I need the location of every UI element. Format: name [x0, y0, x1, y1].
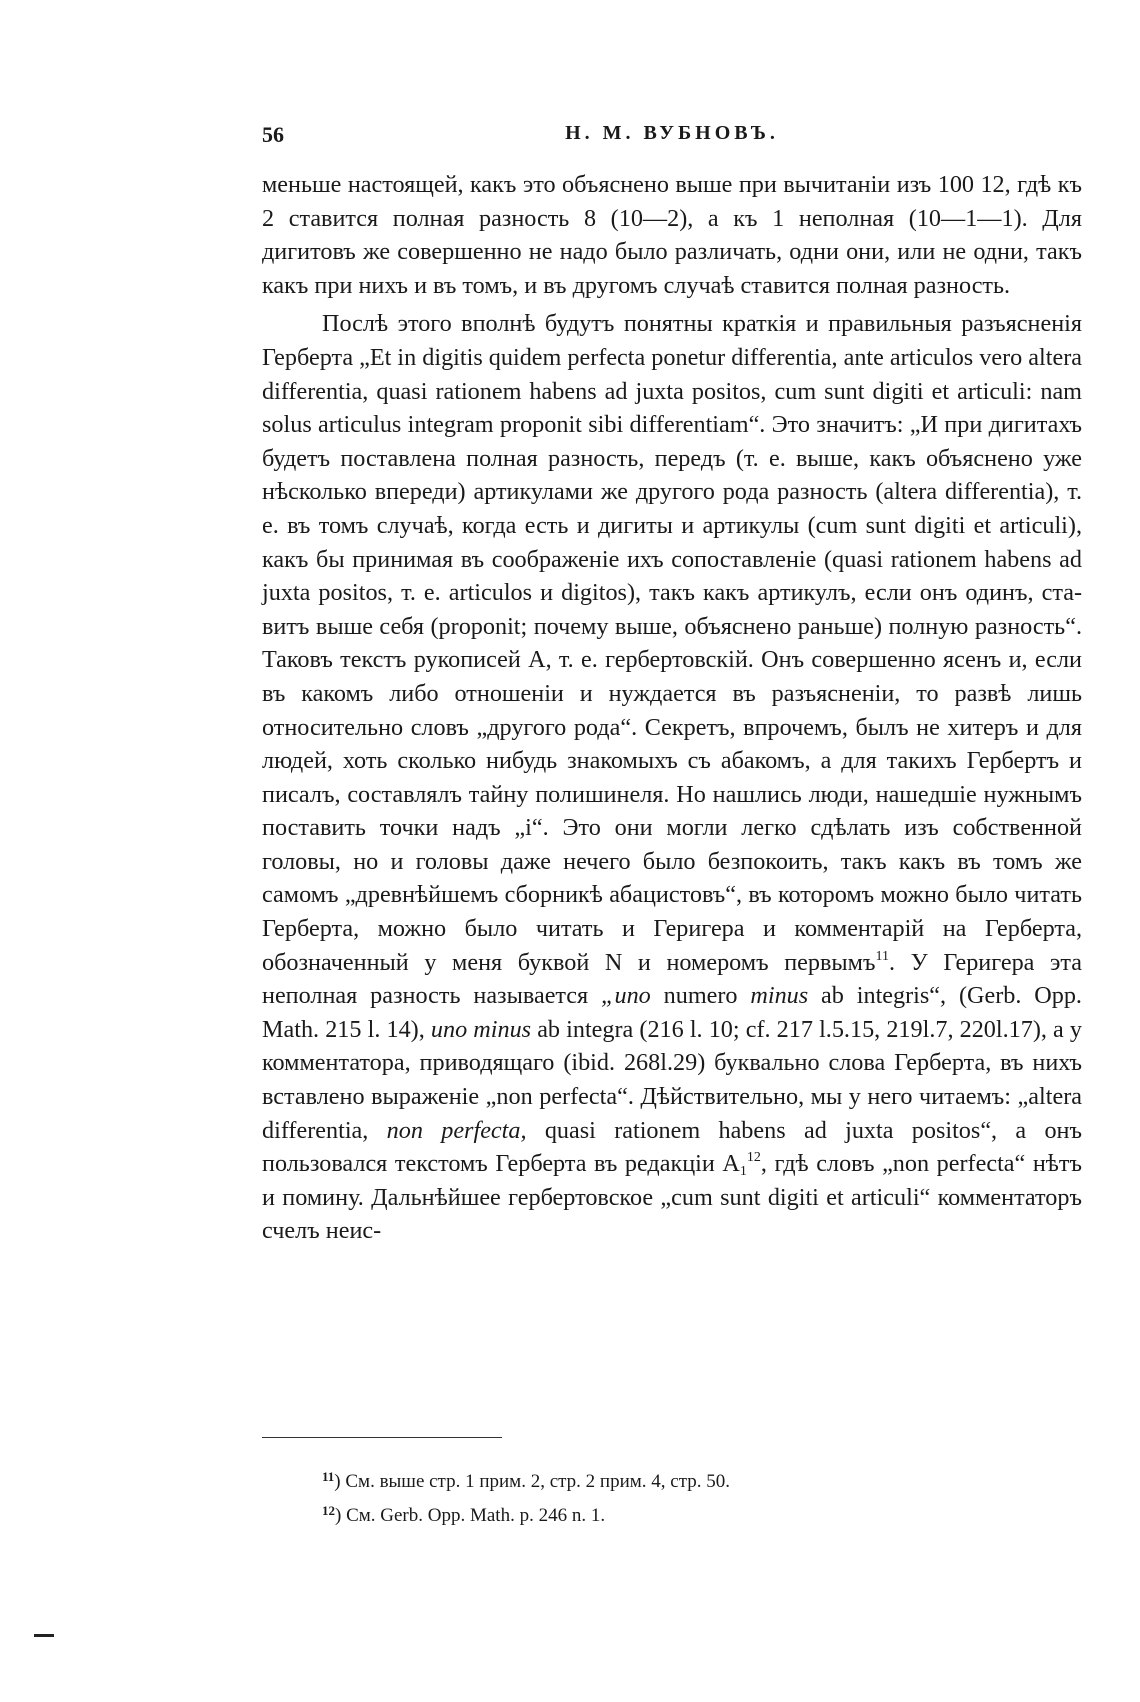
italic-text: „uno	[601, 982, 651, 1010]
paragraph-1: меньше настоящей, какъ это объяснено выше при вычитаніи изъ 100 12, гдѣ къ 2 ставится полная разность 8 (10—2), а къ 1 неполная (10—1—1). Для дигитовъ же совершенно не надо было различать, одни они, или не одни, такъ какъ при нихъ и въ томъ, и въ другомъ случаѣ ставится полная разность.	[262, 171, 1082, 299]
paragraph-2-text: . У Геригера эта неполная разность называется	[262, 948, 1082, 1010]
page-number: 56	[262, 122, 284, 147]
italic-text: minus	[750, 982, 809, 1010]
paragraph-2-text: quasi rationem habens ad juxta positos“, а онъ пользовался текстомъ Герберта въ редакціи A	[262, 1116, 1082, 1178]
paragraph-2	[262, 307, 1082, 1248]
footnotes	[322, 1462, 1022, 1530]
footnote-text: ) См. Gerb. Opp. Math. p. 246 n. 1.	[335, 1505, 606, 1526]
footnote-12	[322, 1496, 1022, 1530]
running-title: Н. М. ВУБНОВЪ.	[565, 122, 779, 144]
footnote-mark: 11	[322, 1469, 335, 1484]
paragraph-2-text: Послѣ этого вполнѣ будутъ понятны краткія и правильныя разъясненія Герберта „Et in digitis quidem perfecta ponetur differentia, ante articulos vero altera differentia, quasi rationem habens ad juxta positos, cum sunt digiti et articuli: nam solus articulus integram proponit sibi differentiam“. Это значитъ: „И при дигитахъ будетъ поставлена полная разность, передъ (т. е. выше, какъ объяснено уже нѣсколько впереди) артикулами же другого рода разность (altera differentia), т. е. въ томъ случаѣ, когда есть и дигиты и артикулы (cum sunt digiti et articuli), какъ бы принимая въ соображеніе ихъ сопоставленіе (quasi rationem habens ad juxta positos, т. е. articulos и digitos), такъ какъ артикулъ, если онъ одинъ, ставитъ выше себя (proponit; почему выше, объяснено раньше) полную разность“. Таковъ текстъ рукописей А, т. е. гербертовскій. Онъ совершенно ясенъ и, если въ какомъ либо отношеніи и нуждается въ разъясненіи, то развѣ лишь относительно словъ „другого рода“. Секретъ, впрочемъ, былъ не хитеръ и для людей, хоть сколько нибудь знакомыхъ съ абакомъ, а для такихъ Гербертъ и писалъ, составлялъ тайну полишинеля. Но нашлись люди, нашедшіе нужнымъ поставить точки надъ „i“. Это они могли легко сдѣлать изъ собственной головы, но и головы даже нечего было безпокоить, такъ какъ въ томъ же самомъ „древнѣйшемъ сборникѣ абацистовъ“, въ которомъ можно было читать Герберта, можно было читать и Геригера и комментарій на Герберта, обозначенный у меня буквой N и номеромъ первымъ	[262, 310, 1082, 976]
footnote-mark: 12	[322, 1503, 335, 1518]
margin-mark	[34, 1634, 54, 1637]
paragraph-2-text: numero	[650, 982, 751, 1010]
paragraph-2-text: ab integra (216 l. 10; cf. 217 l.5.15, 219l.7, 220l.17), а у комментатора, приводящаго (ibid. 268l.29) буквально слова Герберта, въ нихъ вставлено выраженіе „non perfecta“. Дѣйствительно, мы у него читаемъ: „altera differentia,	[262, 1015, 1082, 1144]
footnote-11	[322, 1462, 1022, 1496]
italic-text: non perfecta,	[386, 1116, 527, 1144]
paragraph-2-text: , гдѣ словъ „non perfecta“ нѣтъ и помину. Дальнѣйшее гербертовское „cum sunt digiti et articuli“ комментаторъ счелъ неис-	[262, 1150, 1083, 1245]
footnote-text: ) См. выше стр. 1 прим. 2, стр. 2 прим. 4, стр. 50.	[334, 1471, 730, 1492]
footnote-rule	[262, 1437, 502, 1438]
page-header	[262, 122, 1082, 158]
footnote-ref-12: 12	[746, 1150, 761, 1166]
subscript: 1	[739, 1164, 747, 1180]
body-text	[262, 168, 1082, 1248]
footnote-ref-11: 11	[875, 948, 889, 964]
paragraph-2-text: ab integris“, (Gerb. Opp. Math. 215 l. 14),	[262, 982, 1082, 1043]
italic-text: uno minus	[430, 1015, 532, 1043]
